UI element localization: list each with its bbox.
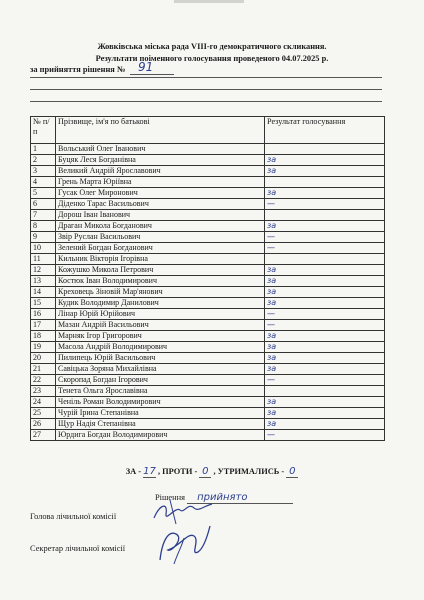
tally-abstain-label: , УТРИМАЛИСЬ -	[213, 467, 285, 476]
secretary-label: Секретар лічильної комісії	[30, 544, 126, 553]
row-name: Драган Микола Богданович	[56, 221, 265, 232]
row-vote-mark: за	[265, 342, 385, 353]
tally-abstain-value: 0	[289, 466, 296, 477]
tally-against-label: , ПРОТИ -	[157, 467, 198, 476]
row-number: 18	[31, 331, 56, 342]
row-number: 20	[31, 353, 56, 364]
row-number: 6	[31, 199, 56, 210]
tally-against-value: 0	[202, 466, 209, 477]
col-header-result: Результат голосування	[265, 117, 385, 144]
table-row	[31, 254, 385, 265]
blank-line	[30, 77, 382, 78]
row-name: Пилипець Юрій Васильович	[56, 353, 265, 364]
secretary-signature-icon	[154, 522, 214, 566]
table-row	[31, 408, 385, 419]
table-row	[31, 386, 385, 397]
row-vote-mark: за	[265, 408, 385, 419]
row-name: Кожушко Микола Петрович	[56, 265, 265, 276]
row-name: Звір Руслан Васильович	[56, 232, 265, 243]
row-number: 22	[31, 375, 56, 386]
vote-table	[30, 116, 385, 441]
row-number: 17	[31, 320, 56, 331]
row-number: 13	[31, 276, 56, 287]
table-row	[31, 276, 385, 287]
row-name: Масола Андрій Володимирович	[56, 342, 265, 353]
row-number: 5	[31, 188, 56, 199]
row-name: Костюк Іван Володимирович	[56, 276, 265, 287]
row-name: Кудик Володимир Данилович	[56, 298, 265, 309]
row-name: Мазан Андрій Васильович	[56, 320, 265, 331]
row-number: 16	[31, 309, 56, 320]
scan-mark	[174, 0, 244, 3]
table-row	[31, 331, 385, 342]
blank-line	[30, 89, 382, 90]
row-number: 10	[31, 243, 56, 254]
tally-for-label: ЗА -	[125, 467, 142, 476]
row-name: Тенета Ольга Ярославівна	[56, 386, 265, 397]
row-number: 19	[31, 342, 56, 353]
row-name: Креховець Зіновій Мар'янович	[56, 287, 265, 298]
row-name: Дорош Іван Іванович	[56, 210, 265, 221]
row-number: 7	[31, 210, 56, 221]
row-name: Марняк Ігор Григорович	[56, 331, 265, 342]
row-name: Скоропад Богдан Ігорович	[56, 375, 265, 386]
row-vote-mark: за	[265, 353, 385, 364]
table-row	[31, 353, 385, 364]
row-number: 2	[31, 155, 56, 166]
row-vote-mark: за	[265, 155, 385, 166]
table-row	[31, 221, 385, 232]
row-vote-mark: за	[265, 298, 385, 309]
decision-number-underline	[130, 74, 174, 75]
row-vote-mark: за	[265, 287, 385, 298]
row-name: Юрдига Богдан Володимирович	[56, 430, 265, 441]
row-vote-mark: за	[265, 188, 385, 199]
table-row	[31, 309, 385, 320]
tally-for-value: 17	[143, 466, 156, 477]
row-vote-mark: —	[265, 430, 385, 441]
vote-tally	[0, 466, 424, 478]
row-number: 8	[31, 221, 56, 232]
row-number: 9	[31, 232, 56, 243]
table-row	[31, 419, 385, 430]
row-vote-mark	[265, 144, 385, 155]
table-row	[31, 287, 385, 298]
row-vote-mark: —	[265, 232, 385, 243]
document-title-line1: Жовківська міська рада VIII-го демократичного скликання.	[97, 42, 327, 51]
decision-value: прийнято	[187, 492, 293, 504]
row-name: Кильник Вікторія Ігорівна	[56, 254, 265, 265]
row-name: Гусак Олег Миронович	[56, 188, 265, 199]
row-number: 27	[31, 430, 56, 441]
row-vote-mark: —	[265, 309, 385, 320]
table-row	[31, 166, 385, 177]
table-row	[31, 342, 385, 353]
row-number: 15	[31, 298, 56, 309]
row-vote-mark: за	[265, 265, 385, 276]
row-name: Діденко Тарас Васильович	[56, 199, 265, 210]
row-name: Зелений Богдан Богданович	[56, 243, 265, 254]
row-name: Савіцька Зоряна Михайлівна	[56, 364, 265, 375]
decision-label: Рішення	[155, 493, 185, 502]
row-number: 11	[31, 254, 56, 265]
row-number: 23	[31, 386, 56, 397]
row-vote-mark: —	[265, 199, 385, 210]
row-name: Щур Надія Степанівна	[56, 419, 265, 430]
row-vote-mark: за	[265, 331, 385, 342]
table-row	[31, 232, 385, 243]
row-vote-mark	[265, 210, 385, 221]
row-name: Ченіль Роман Володимирович	[56, 397, 265, 408]
row-vote-mark	[265, 177, 385, 188]
row-vote-mark: за	[265, 166, 385, 177]
row-number: 24	[31, 397, 56, 408]
blank-line	[30, 101, 382, 102]
table-row	[31, 177, 385, 188]
row-vote-mark: —	[265, 320, 385, 331]
table-row	[31, 265, 385, 276]
col-header-number: № п/п	[31, 117, 56, 144]
row-number: 25	[31, 408, 56, 419]
row-name: Лінар Юрій Юрійович	[56, 309, 265, 320]
row-number: 12	[31, 265, 56, 276]
row-vote-mark: за	[265, 397, 385, 408]
table-row	[31, 144, 385, 155]
decision-number: 91	[138, 60, 154, 74]
row-name: Вольський Олег Іванович	[56, 144, 265, 155]
table-row	[31, 375, 385, 386]
row-vote-mark: за	[265, 276, 385, 287]
row-name: Грень Марта Юріївна	[56, 177, 265, 188]
table-row	[31, 397, 385, 408]
decision-prefix: за прийняття рішення №	[30, 65, 126, 74]
row-vote-mark: за	[265, 419, 385, 430]
vote-table-body	[31, 144, 385, 441]
table-row	[31, 298, 385, 309]
vote-table-header	[31, 117, 385, 144]
row-vote-mark	[265, 254, 385, 265]
table-row	[31, 364, 385, 375]
row-vote-mark: —	[265, 243, 385, 254]
row-vote-mark: за	[265, 221, 385, 232]
table-row	[31, 320, 385, 331]
table-row	[31, 243, 385, 254]
row-vote-mark: —	[265, 375, 385, 386]
row-name: Буцяк Леся Богданівна	[56, 155, 265, 166]
col-header-name: Прізвище, ім'я по батькові	[56, 117, 265, 144]
row-number: 1	[31, 144, 56, 155]
table-row	[31, 188, 385, 199]
table-row	[31, 155, 385, 166]
row-number: 21	[31, 364, 56, 375]
document-title-line2: Результати поіменного голосування проведеного 04.07.2025 р.	[95, 54, 329, 63]
row-number: 26	[31, 419, 56, 430]
row-number: 14	[31, 287, 56, 298]
row-number: 4	[31, 177, 56, 188]
chair-label: Голова лічильної комісії	[30, 512, 117, 521]
table-row	[31, 430, 385, 441]
table-row	[31, 199, 385, 210]
row-name: Чурій Ірина Степанівна	[56, 408, 265, 419]
row-number: 3	[31, 166, 56, 177]
row-vote-mark	[265, 386, 385, 397]
row-name: Великий Андрій Ярославович	[56, 166, 265, 177]
row-vote-mark: за	[265, 364, 385, 375]
table-row	[31, 210, 385, 221]
